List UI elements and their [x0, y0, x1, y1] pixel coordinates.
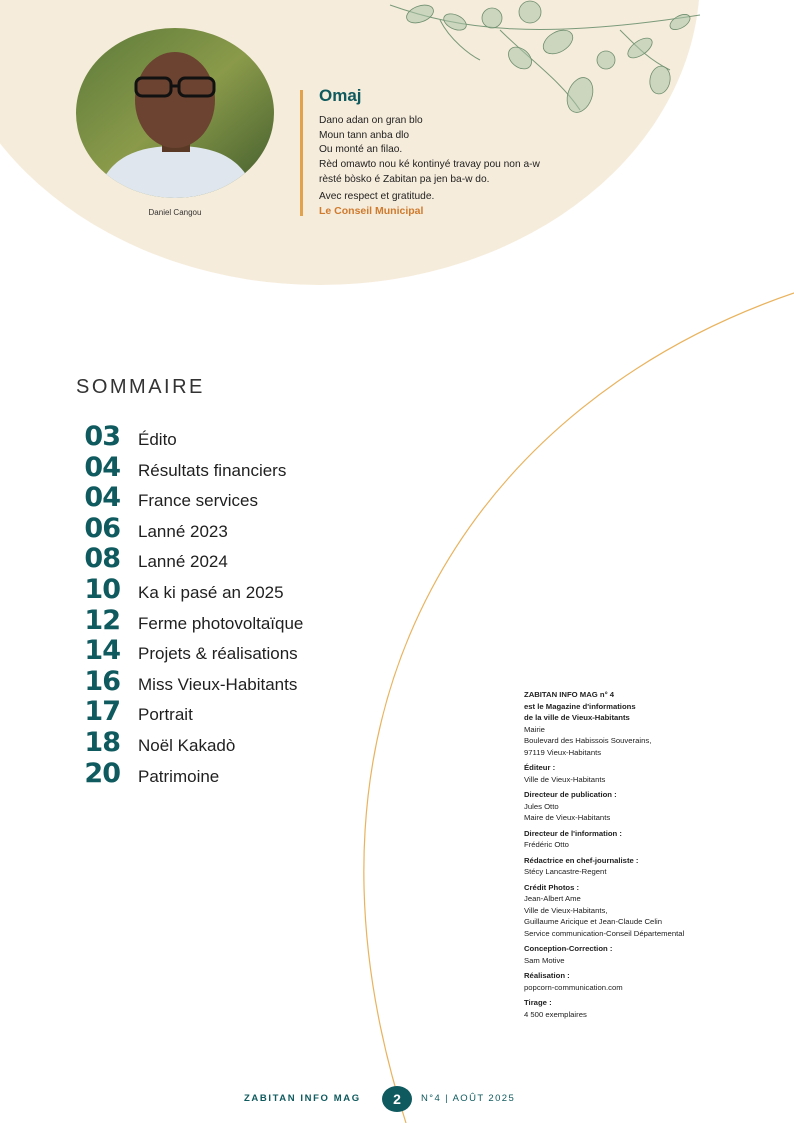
- credit-value: Ville de Vieux-Habitants,: [524, 905, 608, 915]
- colophon-intro: [524, 689, 764, 758]
- credit-value: Ville de Vieux-Habitants: [524, 774, 606, 784]
- edito-poem: [319, 114, 619, 188]
- page-footer: [0, 1086, 794, 1112]
- credit-value: Stécy Lancastre-Regent: [524, 867, 607, 876]
- sommaire-title: SOMMAIRE: [76, 376, 205, 398]
- toc-item[interactable]: [76, 483, 376, 514]
- portrait-photo: [76, 28, 274, 198]
- toc-label: Patrimoine: [138, 766, 220, 786]
- toc-label: Lanné 2023: [138, 521, 228, 541]
- toc-label: Édito: [138, 430, 177, 449]
- toc-page-number: 17: [84, 696, 120, 728]
- colophon-address-line: 97119 Vieux-Habitants: [524, 747, 602, 757]
- toc-page-number: 06: [84, 512, 120, 544]
- credit-label: Conception-Correction :: [524, 944, 613, 953]
- colophon-intro-line: ZABITAN INFO MAG n° 4: [524, 690, 615, 699]
- toc-label: Miss Vieux-Habitants: [138, 674, 298, 694]
- photo-caption: Daniel Cangou: [148, 208, 202, 217]
- table-of-contents: [76, 422, 376, 789]
- credit-value: Guillaume Aricique et Jean-Claude Celin: [524, 917, 663, 926]
- floral-illustration-icon: [380, 0, 710, 120]
- colophon: [524, 689, 764, 1024]
- credit-label: Directeur de publication :: [524, 790, 617, 799]
- colophon-intro-line: est le Magazine d'informations: [524, 701, 636, 711]
- toc-page-number: 10: [84, 573, 120, 605]
- toc-item[interactable]: [76, 514, 376, 545]
- toc-label: Résultats financiers: [138, 460, 287, 480]
- colophon-tirage: [524, 997, 764, 1020]
- toc-label: France services: [138, 491, 258, 511]
- poem-line: rèsté bòsko é Zabitan pa jen ba-w do.: [319, 173, 490, 185]
- toc-page-number: 03: [84, 421, 120, 452]
- toc-page-number: 18: [84, 726, 120, 758]
- toc-item[interactable]: [76, 453, 376, 484]
- edito-signoff: Le Conseil Municipal: [319, 205, 424, 217]
- credit-value: Jean-Albert Ame: [524, 894, 581, 903]
- toc-item[interactable]: [76, 575, 376, 606]
- colophon-conception: [524, 943, 764, 966]
- toc-label: Ferme photovoltaïque: [138, 613, 304, 633]
- colophon-directeur-publication: [524, 789, 764, 824]
- toc-page-number: 08: [84, 543, 120, 575]
- toc-page-number: 04: [84, 482, 120, 514]
- colophon-directeur-information: [524, 828, 764, 851]
- toc-item[interactable]: [76, 728, 376, 759]
- poem-line: Ou monté an filao.: [319, 144, 403, 156]
- credit-value: Service communication-Conseil Départemental: [524, 928, 685, 938]
- toc-label: Noël Kakadò: [138, 735, 236, 755]
- toc-label: Lanné 2024: [138, 552, 228, 572]
- credit-label: Éditeur :: [524, 763, 556, 772]
- credit-value: Frédéric Otto: [524, 840, 569, 849]
- credit-label: Rédactrice en chef-journaliste :: [524, 855, 639, 865]
- footer-issue: N°4 | AOÛT 2025: [421, 1093, 516, 1104]
- toc-page-number: 12: [84, 604, 120, 636]
- toc-page-number: 04: [84, 451, 120, 483]
- toc-item[interactable]: [76, 667, 376, 698]
- poem-line: Moun tann anba dlo: [319, 129, 410, 141]
- toc-label: Projets & réalisations: [138, 644, 298, 664]
- toc-item[interactable]: [76, 697, 376, 728]
- edito-divider: [300, 90, 303, 216]
- colophon-redactrice: [524, 855, 764, 878]
- credit-value: popcorn-communication.com: [524, 982, 623, 992]
- colophon-intro-line: de la ville de Vieux-Habitants: [524, 713, 630, 722]
- toc-item[interactable]: [76, 606, 376, 637]
- colophon-editeur: [524, 762, 764, 785]
- credit-label: Tirage :: [524, 998, 552, 1007]
- credit-value: 4 500 exemplaires: [524, 1009, 587, 1019]
- credit-label: Directeur de l'information :: [524, 828, 622, 838]
- edito-regards: Avec respect et gratitude.: [319, 191, 435, 202]
- colophon-realisation: [524, 970, 764, 993]
- credit-label: Crédit Photos :: [524, 882, 580, 892]
- poem-line: Rèd omawto nou ké kontinyé travay pou non a-w: [319, 159, 540, 171]
- footer-page-number: 2: [382, 1086, 412, 1112]
- toc-item[interactable]: [76, 422, 376, 453]
- toc-page-number: 16: [84, 665, 120, 697]
- colophon-address-line: Mairie: [524, 724, 545, 734]
- credit-label: Réalisation :: [524, 971, 570, 980]
- poem-line: Dano adan on gran blo: [319, 115, 423, 126]
- toc-page-number: 14: [84, 635, 120, 667]
- toc-item[interactable]: [76, 759, 376, 790]
- toc-label: Ka ki pasé an 2025: [138, 582, 284, 602]
- toc-label: Portrait: [138, 705, 193, 725]
- footer-brand: ZABITAN INFO MAG: [244, 1093, 361, 1104]
- colophon-address-line: Boulevard des Habissois Souverains,: [524, 736, 652, 745]
- credit-value: Sam Motive: [524, 955, 565, 965]
- credit-value: Jules Otto: [524, 801, 559, 811]
- credit-value: Maire de Vieux-Habitants: [524, 813, 611, 822]
- colophon-credit-photos: [524, 882, 764, 940]
- toc-item[interactable]: [76, 544, 376, 575]
- edito-title: Omaj: [319, 86, 362, 105]
- toc-page-number: 20: [84, 757, 120, 789]
- toc-item[interactable]: [76, 636, 376, 667]
